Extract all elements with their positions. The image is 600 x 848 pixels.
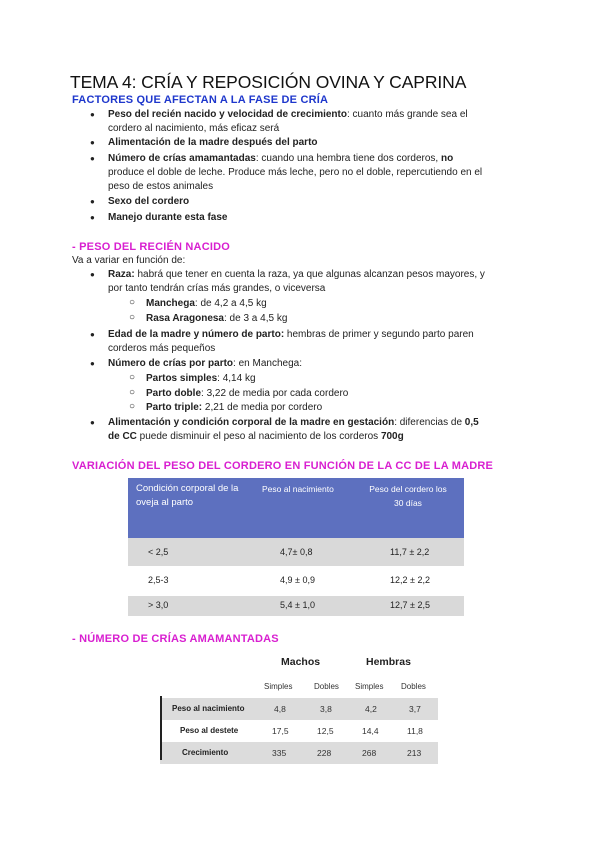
bullet-bold: Alimentación de la madre después del parto <box>108 137 318 148</box>
bullet-text: cordero al nacimiento, más eficaz será <box>108 123 280 134</box>
table-cell: 3,7 <box>409 704 421 714</box>
bullet-bold: Edad de la madre y número de parto: <box>108 329 285 340</box>
table-cell: 4,7± 0,8 <box>280 547 313 557</box>
bullet-text: hembras de primer y segundo parto paren <box>284 329 474 340</box>
row-label: Crecimiento <box>182 748 229 757</box>
table-cell: 4,2 <box>365 704 377 714</box>
list-item <box>108 108 526 136</box>
table-cell: 12,7 ± 2,5 <box>390 600 430 610</box>
sub-text: : de 3 a 4,5 kg <box>224 313 288 324</box>
sub-item <box>146 297 267 311</box>
table-cell: 14,4 <box>362 726 379 736</box>
row-divider <box>160 696 162 760</box>
sub-item <box>146 387 348 401</box>
header-cell: Peso al nacimiento <box>262 484 334 494</box>
crias-table <box>160 652 438 768</box>
bullet-bold: Alimentación y condición corporal de la madre en gestación <box>108 417 395 428</box>
sub-text: : de 4,2 a 4,5 kg <box>194 298 267 309</box>
table-cell: 4,8 <box>274 704 286 714</box>
table-cell: 228 <box>317 748 332 758</box>
list-item <box>108 152 526 194</box>
table-cell: < 2,5 <box>148 547 169 557</box>
list-item <box>108 136 526 150</box>
bullet-bold: de CC <box>108 431 137 442</box>
group-header-machos: Machos <box>281 656 321 668</box>
header-cell: Condición corporal de la oveja al parto <box>136 483 239 508</box>
bullet-bold: Número de crías amamantadas <box>108 153 256 164</box>
group-header-hembras: Hembras <box>366 656 411 668</box>
bullet-bold: 700g <box>380 431 404 442</box>
table-cell: 12,2 ± 2,2 <box>390 575 430 585</box>
table-cell: 268 <box>362 748 377 758</box>
bullet-bold: Peso del recién nacido y velocidad de crecimiento <box>108 109 347 120</box>
list-item <box>108 357 526 371</box>
table-cell: 11,8 <box>407 726 423 736</box>
row-label: Peso al nacimiento <box>172 704 245 713</box>
bullet-bold: no <box>440 153 454 164</box>
bullet-text: : cuando una hembra tiene dos corderos, <box>255 153 439 164</box>
table-row <box>128 596 464 616</box>
sub-bold: Parto doble <box>146 388 202 399</box>
sub-header: Dobles <box>314 682 339 691</box>
bullet-text: : en Manchega: <box>233 358 302 369</box>
table-cell: 213 <box>407 748 422 758</box>
page-title: TEMA 4: CRÍA Y REPOSICIÓN OVINA Y CAPRINA <box>70 72 467 92</box>
section-heading-crias: - NÚMERO DE CRÍAS AMAMANTADAS <box>72 633 279 645</box>
sub-item <box>146 372 256 386</box>
bullet-text: produce el doble de leche. Produce más leche, pero no el doble, repercutiendo en el <box>108 167 483 178</box>
table-cell: 5,4 ± 1,0 <box>280 600 315 610</box>
table-cell: 2,5-3 <box>148 575 169 585</box>
sub-bold: Parto triple: <box>146 402 203 413</box>
sub-header: Dobles <box>401 682 426 691</box>
list-item <box>108 211 526 225</box>
bullet-text: por tanto tendrán crías más grandes, o viceversa <box>108 283 326 294</box>
sub-header: Simples <box>264 682 293 691</box>
table-row <box>160 698 438 720</box>
section-heading-variacion: VARIACIÓN DEL PESO DEL CORDERO EN FUNCIÓN DE LA CC DE LA MADRE <box>72 460 494 472</box>
bullet-text: habrá que tener en cuenta la raza, ya que algunas alcanzan pesos mayores, y <box>134 269 485 280</box>
sub-bold: Partos simples <box>146 373 218 384</box>
bullet-text: : cuanto más grande sea el <box>346 109 468 120</box>
sub-bold: Rasa Aragonesa <box>146 313 224 324</box>
bullet-bold: Raza: <box>108 269 135 280</box>
list-item <box>108 416 526 444</box>
section-heading-peso: - PESO DEL RECIÉN NACIDO <box>72 241 231 253</box>
section-heading-factores: FACTORES QUE AFECTAN A LA FASE DE CRÍA <box>72 94 329 106</box>
list-item <box>108 268 526 296</box>
table-cell: 4,9 ± 0,9 <box>280 575 315 585</box>
sub-header: Simples <box>355 682 384 691</box>
bullet-bold: Sexo del cordero <box>108 196 190 207</box>
bullet-bold: 0,5 <box>464 417 479 428</box>
table-row <box>160 720 438 742</box>
table-cell: 3,8 <box>320 704 332 714</box>
bullet-text: puede disminuir el peso al nacimiento de los corderos <box>136 431 379 442</box>
sub-text: : 4,14 kg <box>217 373 256 384</box>
table-cell: 17,5 <box>272 726 289 736</box>
table-row <box>128 566 464 596</box>
table-row <box>128 538 464 566</box>
sub-item <box>146 401 322 415</box>
bullet-bold: Número de crías por parto <box>108 358 234 369</box>
bullet-bold: Manejo durante esta fase <box>108 212 228 223</box>
list-item <box>108 195 526 209</box>
bullet-text: corderos más pequeños <box>108 343 216 354</box>
table-cell: > 3,0 <box>148 600 169 610</box>
sub-item <box>146 312 287 326</box>
table-header <box>128 478 464 538</box>
header-cell: Peso del cordero los 30 días <box>369 484 447 508</box>
sub-bold: Manchega <box>146 298 195 309</box>
intro-text: Va a variar en función de: <box>72 255 186 266</box>
table-cell: 335 <box>272 748 287 758</box>
bullet-text: : diferencias de <box>394 417 463 428</box>
row-label: Peso al destete <box>180 726 239 735</box>
table-cell: 12,5 <box>317 726 334 736</box>
sub-text: 2,21 de media por cordero <box>202 402 323 413</box>
bullet-text: peso de estos animales <box>108 181 214 192</box>
list-item <box>108 328 526 356</box>
table-row <box>160 742 438 764</box>
table-cell: 11,7 ± 2,2 <box>390 547 430 557</box>
sub-text: : 3,22 de media por cada cordero <box>201 388 349 399</box>
